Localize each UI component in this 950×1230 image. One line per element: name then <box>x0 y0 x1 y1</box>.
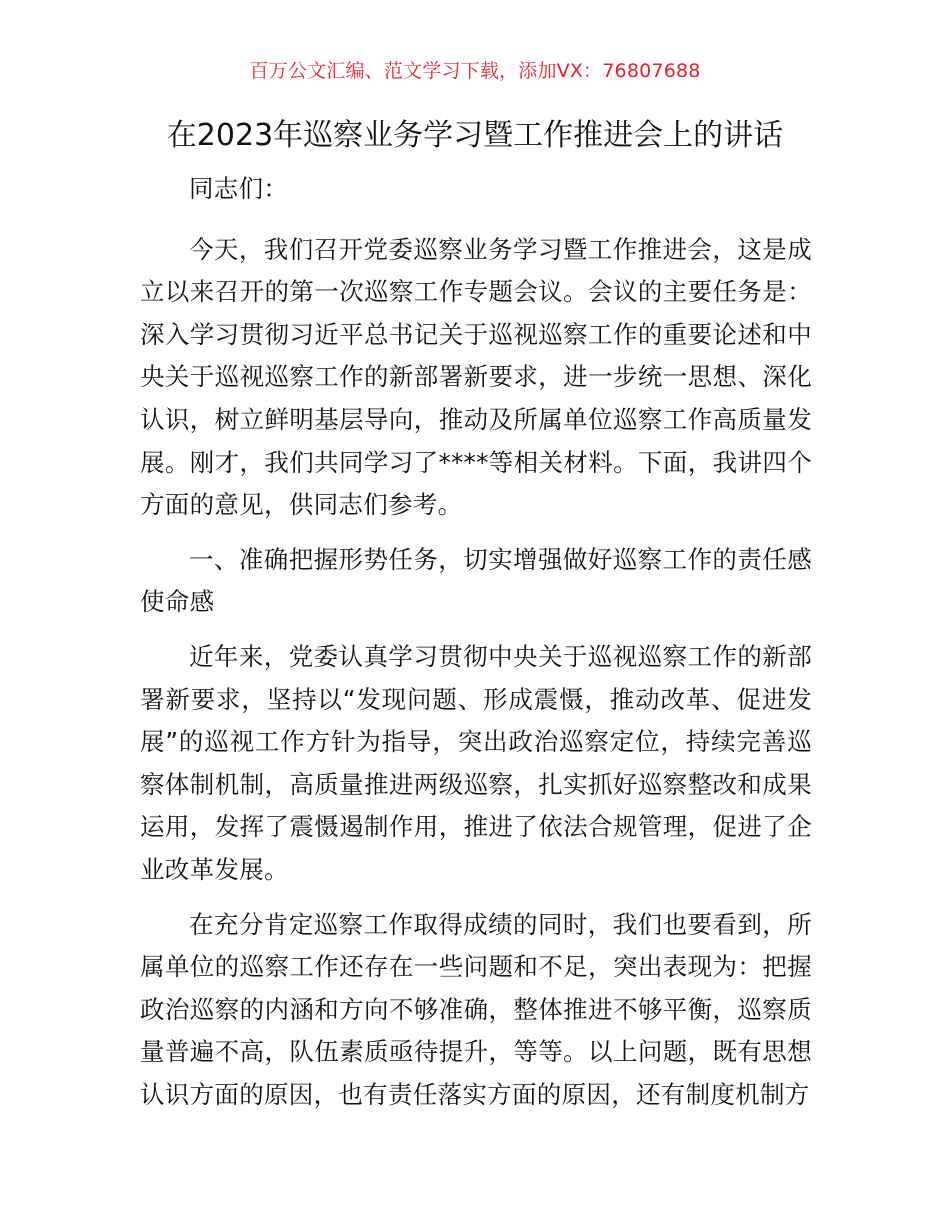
section-heading: 一、准确把握形势任务，切实增强做好巡察工作的责任感使命感 <box>140 544 812 617</box>
document-title: 在2023年巡察业务学习暨工作推进会上的讲话 <box>166 118 784 153</box>
paragraph: 在充分肯定巡察工作取得成绩的同时，我们也要看到，所属单位的巡察工作还存在一些问题和不足，突出表现为：把握政治巡察的内涵和方向不够准确，整体推进不够平衡，巡察质量普遍不高，队伍素质亟待提升，等等。以上问题，既有思想认识方面的原因，也有责任落实方面的原因，还有制度机制方 <box>140 909 812 1109</box>
document-body <box>140 168 812 1128</box>
salutation: 同志们： <box>189 174 289 203</box>
header-watermark-note: 百万公文汇编、范文学习下载，添加VX：76807688 <box>249 60 701 82</box>
paragraph: 今天，我们召开党委巡察业务学习暨工作推进会，这是成立以来召开的第一次巡察工作专题会议。会议的主要任务是：深入学习贯彻习近平总书记关于巡视巡察工作的重要论述和中央关于巡视巡察工作的新部署新要求，进一步统一思想、深化认识，树立鲜明基层导向，推动及所属单位巡察工作高质量发展。刚才，我们共同学习了****等相关材料。下面，我讲四个方面的意见，供同志们参考。 <box>140 234 812 520</box>
paragraph: 近年来，党委认真学习贯彻中央关于巡视巡察工作的新部署新要求，坚持以“发现问题、形成震慑，推动改革、促进发展”的巡视工作方针为指导，突出政治巡察定位，持续完善巡察体制机制，高质量推进两级巡察，扎实抓好巡察整改和成果运用，发挥了震慑遏制作用，推进了依法合规管理，促进了企业改革发展。 <box>140 641 812 884</box>
